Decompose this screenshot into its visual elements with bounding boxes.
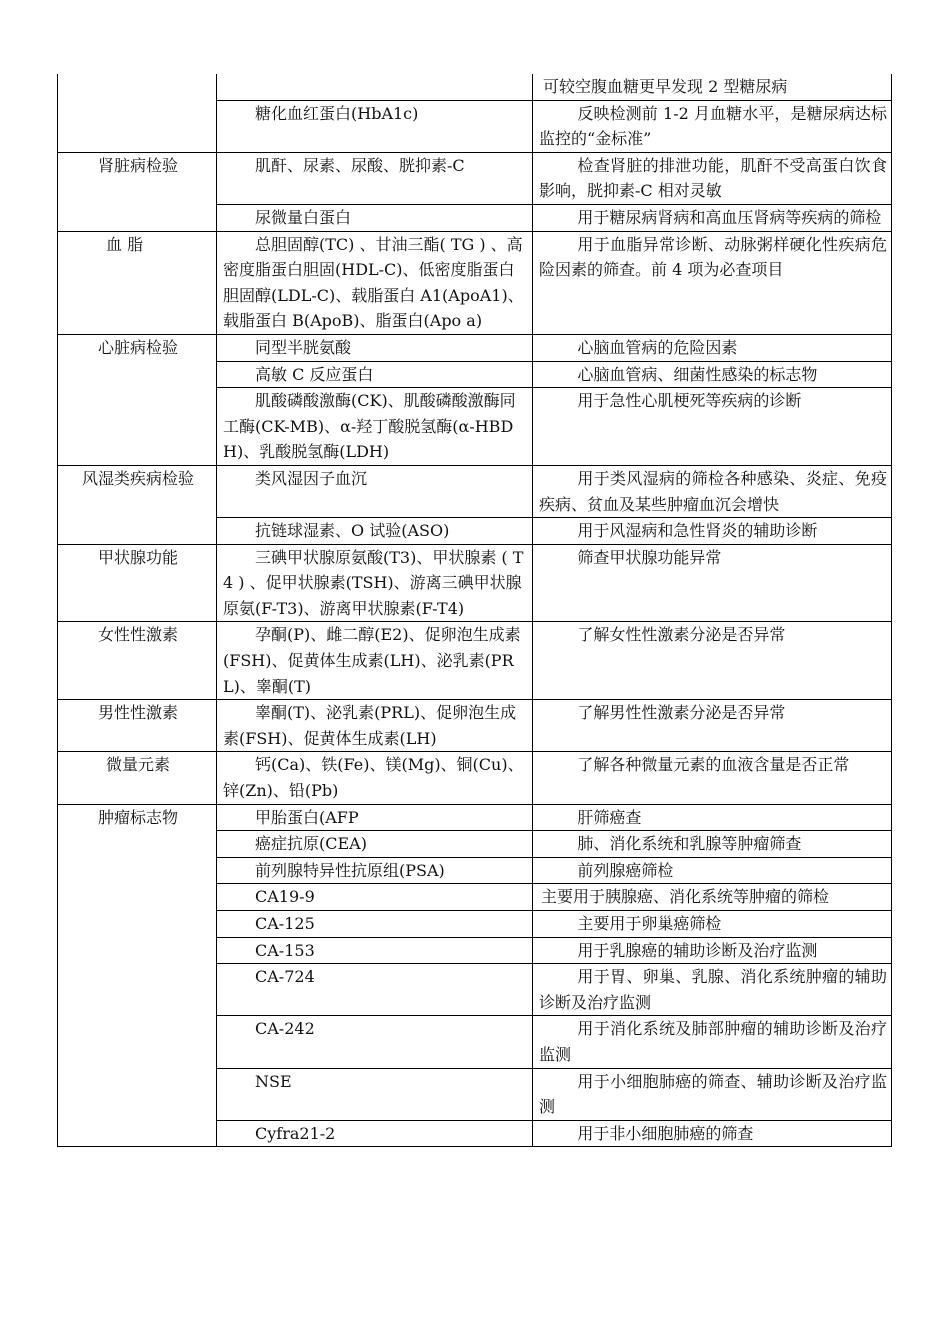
table-row [58,622,892,700]
test-item-cell: 前列腺特异性抗原组(PSA) [217,857,533,884]
description-cell: 肝筛癌查 [533,804,892,831]
table-row [58,231,892,334]
description-cell: 主要用于卵巢癌筛检 [533,911,892,938]
description-cell: 用于非小细胞肺癌的筛查 [533,1120,892,1147]
description-cell: 检查肾脏的排泄功能，肌酐不受高蛋白饮食影响，胱抑素-C 相对灵敏 [533,152,892,204]
test-item-cell: 孕酮(P)、雌二醇(E2)、促卵泡生成素(FSH)、促黄体生成素(LH)、泌乳素(PRL)、睾酮(T) [217,622,533,700]
test-item-cell: 钙(Ca)、铁(Fe)、镁(Mg)、铜(Cu)、锌(Zn)、铅(Pb) [217,752,533,804]
description-cell: 用于糖尿病肾病和高血压肾病等疾病的筛检 [533,204,892,231]
test-item-cell: 同型半胱氨酸 [217,334,533,361]
test-item-cell: CA-724 [217,964,533,1016]
category-cell: 心脏病检验 [58,334,217,465]
test-item-cell: 糖化血红蛋白(HbA1c) [217,100,533,152]
table-row [58,465,892,517]
description-cell: 主要用于胰腺癌、消化系统等肿瘤的筛检 [533,884,892,911]
test-item-cell: NSE [217,1068,533,1120]
test-item-cell: 尿微量白蛋白 [217,204,533,231]
test-item-cell: 高敏 C 反应蛋白 [217,361,533,388]
test-item-cell: 类风湿因子血沉 [217,465,533,517]
description-cell: 反映检测前 1-2 月血糖水平，是糖尿病达标监控的“金标准” [533,100,892,152]
category-cell: 风湿类疾病检验 [58,465,217,544]
test-item-cell: 三碘甲状腺原氨酸(T3)、甲状腺素 ( T4 ) 、促甲状腺素(TSH)、游离三碘甲状腺原氨(F-T3)、游离甲状腺素(F-T4) [217,544,533,622]
table-row [58,700,892,752]
description-cell: 用于小细胞肺癌的筛查、辅助诊断及治疗监测 [533,1068,892,1120]
description-cell: 了解各种微量元素的血液含量是否正常 [533,752,892,804]
test-item-cell: 癌症抗原(CEA) [217,831,533,858]
category-cell [58,74,217,152]
category-cell: 血 脂 [58,231,217,334]
description-cell: 肺、消化系统和乳腺等肿瘤筛查 [533,831,892,858]
test-item-cell: CA-125 [217,911,533,938]
test-item-cell: 睾酮(T)、泌乳素(PRL)、促卵泡生成素(FSH)、促黄体生成素(LH) [217,700,533,752]
table-row [58,334,892,361]
description-cell: 用于乳腺癌的辅助诊断及治疗监测 [533,937,892,964]
category-cell: 肿瘤标志物 [58,804,217,1147]
test-item-cell: 肌酐、尿素、尿酸、胱抑素-C [217,152,533,204]
category-cell: 女性性激素 [58,622,217,700]
test-item-cell: 总胆固醇(TC) 、甘油三酯( TG ) 、高密度脂蛋白胆固(HDL-C)、低密度脂蛋白胆固醇(LDL-C)、载脂蛋白 A1(ApoA1)、载脂蛋白 B(ApoB)、脂蛋白(Apo a) [217,231,533,334]
description-cell: 了解男性性激素分泌是否异常 [533,700,892,752]
test-item-cell: CA-153 [217,937,533,964]
category-cell: 甲状腺功能 [58,544,217,622]
category-cell: 微量元素 [58,752,217,804]
description-cell: 用于血脂异常诊断、动脉粥样硬化性疾病危险因素的筛查。前 4 项为必查项目 [533,231,892,334]
description-cell: 心脑血管病的危险因素 [533,334,892,361]
description-cell: 用于类风湿病的筛检各种感染、炎症、免疫疾病、贫血及某些肿瘤血沉会增快 [533,465,892,517]
test-item-cell: 甲胎蛋白(AFP [217,804,533,831]
test-item-cell: 肌酸磷酸激酶(CK)、肌酸磷酸激酶同工酶(CK-MB)、α-羟丁酸脱氢酶(α-HBDH)、乳酸脱氢酶(LDH) [217,388,533,466]
test-item-cell [217,74,533,100]
description-cell: 前列腺癌筛检 [533,857,892,884]
description-cell: 用于消化系统及肺部肿瘤的辅助诊断及治疗监测 [533,1016,892,1068]
description-cell: 了解女性性激素分泌是否异常 [533,622,892,700]
description-cell: 可较空腹血糖更早发现 2 型糖尿病 [533,74,892,100]
table-row [58,74,892,100]
test-item-cell: CA19-9 [217,884,533,911]
category-cell: 肾脏病检验 [58,152,217,231]
table-row [58,752,892,804]
table-row [58,152,892,204]
test-item-cell: CA-242 [217,1016,533,1068]
category-cell: 男性性激素 [58,700,217,752]
lab-test-table [57,74,892,1147]
description-cell: 筛查甲状腺功能异常 [533,544,892,622]
test-item-cell: Cyfra21-2 [217,1120,533,1147]
description-cell: 用于胃、卵巢、乳腺、消化系统肿瘤的辅助诊断及治疗监测 [533,964,892,1016]
description-cell: 用于急性心肌梗死等疾病的诊断 [533,388,892,466]
test-item-cell: 抗链球湿素、O 试验(ASO) [217,518,533,545]
table-row [58,544,892,622]
description-cell: 心脑血管病、细菌性感染的标志物 [533,361,892,388]
description-cell: 用于风湿病和急性肾炎的辅助诊断 [533,518,892,545]
table-row [58,804,892,831]
